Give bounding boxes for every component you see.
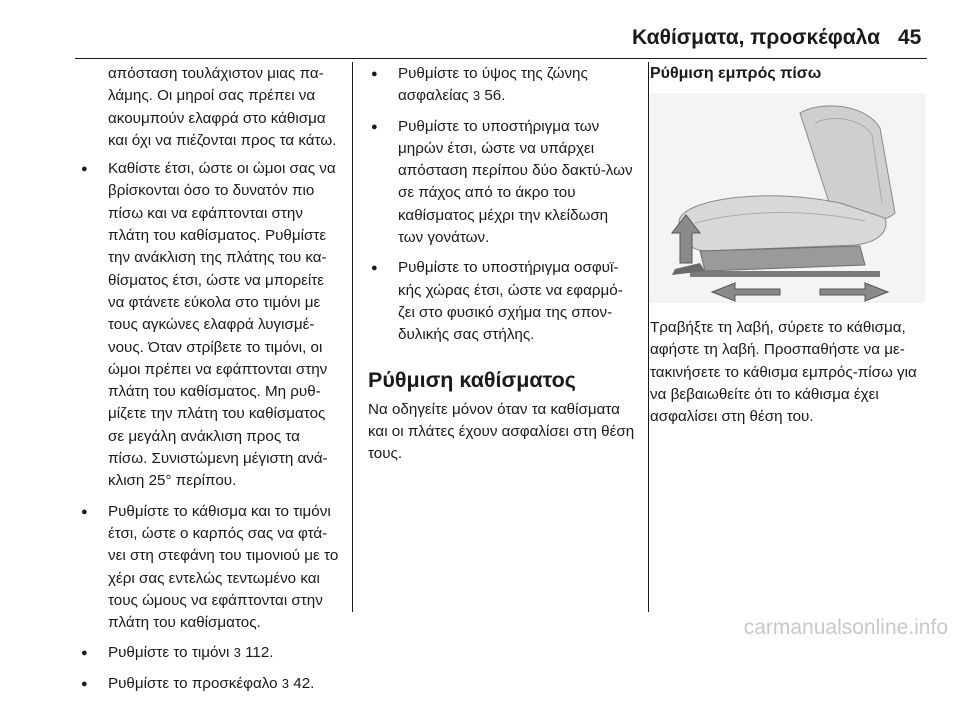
column-3: [650, 63, 930, 428]
page-reference[interactable]: 112.: [245, 644, 274, 662]
continuation-paragraph: απόσταση τουλάχιστον μιας πα-λάμης. Οι μηροί σας πρέπει να ακουμπούν ελαφρά στο κάθισμα και όχι να πιέζονται προς τα κάτω.: [108, 65, 337, 149]
page-reference[interactable]: 42.: [293, 674, 315, 692]
column-divider: [648, 62, 649, 612]
subsection-heading: Ρύθμιση εμπρός πίσω: [650, 65, 822, 82]
page-reference[interactable]: 56.: [484, 87, 506, 105]
section-body: Να οδηγείτε μόνον όταν τα καθίσματα και οι πλάτες έχουν ασφαλίσει στη θέση τους.: [368, 400, 635, 463]
bullet-item: ● Ρυθμίστε το υποστήριγμα των μηρών έτσι, ώστε να υπάρχει απόσταση περίπου δύο δακτύ-λων σε πάχος από το άκρο του καθίσματος μέχρι την κλείδωση των γονάτων.: [368, 116, 636, 250]
page-number: 45: [898, 26, 922, 49]
page-header: [0, 0, 960, 60]
bullet-text: Ρυθμίστε το προσκέφαλο: [108, 674, 278, 692]
bullet-item: ● Ρυθμίστε το κάθισμα και το τιμόνι έτσι, ώστε ο καρπός σας να φτά-νει στη στεφάνη του τιμονιού με το χέρι σας εντελώς τεντωμένο και τους ώμους να εφάπτονται στην πλάτη του καθίσματος.: [78, 501, 340, 635]
page-reference-icon[interactable]: 3: [233, 645, 241, 661]
column-1: [78, 63, 340, 703]
bullet-item: ● Ρυθμίστε το υποστήριγμα οσφυϊ-κής χώρας έτσι, ώστε να εφαρμό-ζει στο φυσικό σχήμα της σπον-δυλικής σας στήλης.: [368, 257, 636, 346]
bullet-item: [78, 642, 340, 664]
column-2: [368, 63, 636, 465]
header-divider: [75, 58, 927, 59]
bullet-text: Ρυθμίστε το ύψος της ζώνης ασφαλείας: [398, 65, 588, 105]
section-heading: Ρύθμιση καθίσματος: [368, 367, 576, 392]
page-reference-icon[interactable]: 3: [281, 675, 290, 691]
page-reference-icon[interactable]: 3: [472, 88, 481, 104]
bullet-item: [78, 673, 340, 695]
bullet-text: Ρυθμίστε το τιμόνι: [108, 644, 230, 662]
watermark: carmanualsonline.info: [743, 616, 948, 639]
page-title: Καθίσματα, προσκέφαλα: [632, 26, 880, 49]
bullet-item: ● Καθίστε έτσι, ώστε οι ώμοι σας να βρίσκονται όσο το δυνατόν πιο πίσω και να εφάπτονται στην πλάτη του καθίσματος. Ρυθμίστε την ανάκλιση της πλάτης του κα-θίσματος έτσι, ώστε να μπορείτε να φτάνετε εύκολα στο τιμόνι με τους αγκώνες ελαφρά λυγισμέ-νους. Όταν στρίβετε το τιμόνι, οι ώμοι πρέπει να εφάπτονται στην πλάτη του καθίσματος. Μη ρυθ-μίζετε την πλάτη του καθίσματος σε μεγάλη ανάκλιση προς τα πίσω. Συνιστώμενη μέγιστη ανά-κλιση 25° περίπου.: [78, 158, 340, 492]
seat-illustration-icon: [650, 93, 925, 303]
seat-adjustment-illustration: [650, 93, 925, 303]
column-divider: [352, 62, 353, 612]
section-body: Τραβήξτε τη λαβή, σύρετε το κάθισμα, αφήστε τη λαβή. Προσπαθήστε να με-τακινήσετε το κάθισμα εμπρός-πίσω για να βεβαιωθείτε ότι το κάθισμα έχει ασφαλίσει στη θέση του.: [650, 319, 917, 426]
bullet-item: [368, 63, 636, 108]
